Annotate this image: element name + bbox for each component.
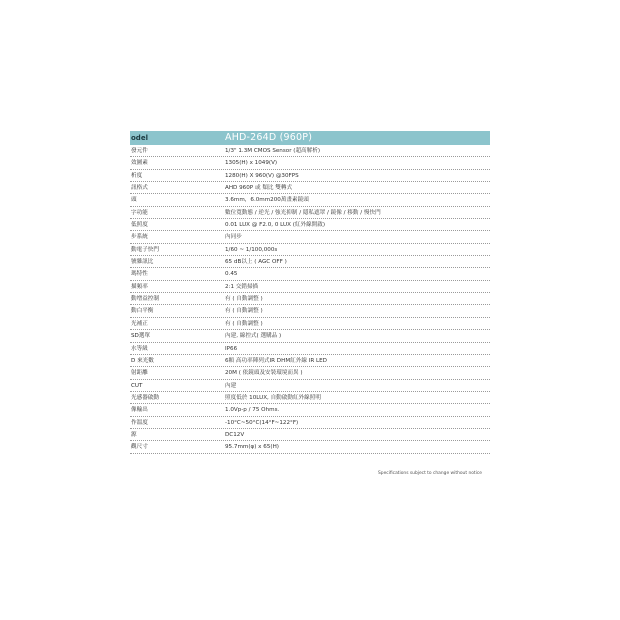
- spec-label: 射距離: [131, 370, 148, 377]
- spec-value: 6顆 高功率陣列式IR DHM紅外線 IR LED: [225, 357, 327, 364]
- spec-value: 0.45: [225, 271, 238, 278]
- spec-value: 有 ( 自動調整 ): [225, 308, 263, 315]
- spec-row: [130, 182, 490, 194]
- spec-row: [130, 145, 490, 157]
- spec-label: 水等級: [131, 345, 148, 352]
- spec-label: 動電子快門: [131, 246, 159, 253]
- spec-label: SD選單: [131, 333, 151, 340]
- spec-value: 2:1 交錯掃描: [225, 283, 259, 290]
- spec-value: 1305(H) x 1049(V): [225, 160, 278, 167]
- spec-label: 源: [131, 431, 137, 438]
- spec-label: 頭: [131, 197, 137, 204]
- spec-rows: [130, 145, 490, 454]
- spec-label: 字功能: [131, 209, 148, 216]
- spec-label: CUT: [131, 382, 143, 389]
- spec-value: 65 dB以上 ( AGC OFF ): [225, 259, 287, 266]
- spec-row: [130, 170, 490, 182]
- spec-label: 訊格式: [131, 185, 148, 192]
- spec-row: [130, 256, 490, 268]
- spec-label: 瑪特性: [131, 271, 148, 278]
- spec-header-row: [130, 131, 490, 145]
- spec-row: [130, 392, 490, 404]
- spec-row: [130, 281, 490, 293]
- spec-row: [130, 231, 490, 243]
- spec-label: D 來光數: [131, 357, 154, 364]
- spec-row: [130, 219, 490, 231]
- spec-value: 0.01 LUX @ F2.0, 0 LUX (紅外線開啟): [225, 222, 326, 229]
- spec-row: [130, 330, 490, 342]
- spec-label: 光感器啟動: [131, 394, 159, 401]
- spec-label: 動白平衡: [131, 308, 154, 315]
- spec-label: 描頻率: [131, 283, 148, 290]
- spec-row: [130, 194, 490, 206]
- spec-value: 照度低於 10LUX, 自動啟動紅外線照明: [225, 394, 321, 401]
- spec-value: 95.7mm(φ) x 65(H): [225, 444, 279, 451]
- spec-row: [130, 404, 490, 416]
- spec-value: 內建, 線控式( 選購品 ): [225, 333, 282, 340]
- spec-row: [130, 207, 490, 219]
- spec-row: [130, 305, 490, 317]
- spec-value: DC12V: [225, 431, 245, 438]
- spec-label: 低照度: [131, 222, 148, 229]
- spec-value: -10°C~50°C(14°F~122°F): [225, 419, 299, 426]
- spec-value: 1280(H) X 960(V) @30FPS: [225, 172, 299, 179]
- spec-value: 有 ( 自動調整 ): [225, 296, 263, 303]
- spec-value: 1.0Vp-p / 75 Ohms.: [225, 407, 280, 414]
- spec-value: 3.6mm，6.0mm200萬畫素鏡頭: [225, 197, 309, 204]
- spec-row: [130, 355, 490, 367]
- spec-row: [130, 268, 490, 280]
- spec-row: [130, 343, 490, 355]
- spec-value: 有 ( 自動調整 ): [225, 320, 263, 327]
- header-label: odel: [131, 134, 148, 142]
- spec-value: 內建: [225, 382, 237, 389]
- spec-value: 數位寬動態 / 逆光 / 強光抑制 / 隱私遮罩 / 鏡像 / 移動 / 慢快門: [225, 209, 381, 216]
- spec-row: [130, 441, 490, 453]
- spec-row: [130, 244, 490, 256]
- spec-label: 光補正: [131, 320, 148, 327]
- spec-label: 號雜訊比: [131, 259, 154, 266]
- spec-label: 析度: [131, 172, 143, 179]
- spec-value: 20M ( 依鏡頭及安裝環境而異 ): [225, 370, 303, 377]
- spec-label: 像輸出: [131, 407, 148, 414]
- spec-label: 步系統: [131, 234, 148, 241]
- spec-label: 動增益控制: [131, 296, 159, 303]
- spec-value: AHD 960P 或 類比 雙轉式: [225, 185, 293, 192]
- spec-value: 內同步: [225, 234, 242, 241]
- spec-row: [130, 157, 490, 169]
- model-name: AHD-264D (960P): [225, 132, 313, 143]
- spec-label: 觀尺寸: [131, 444, 148, 451]
- spec-row: [130, 417, 490, 429]
- spec-row: [130, 429, 490, 441]
- spec-row: [130, 380, 490, 392]
- spec-value: 1/3" 1.3M CMOS Sensor (超高解析): [225, 148, 321, 154]
- spec-label: 發元件: [131, 148, 148, 154]
- spec-row: [130, 293, 490, 305]
- spec-row: [130, 367, 490, 379]
- spec-table: [130, 131, 490, 454]
- spec-label: 作溫度: [131, 419, 148, 426]
- spec-value: 1/60 ~ 1/100,000s: [225, 246, 278, 253]
- spec-row: [130, 318, 490, 330]
- footnote: Specifications subject to change without notice: [378, 471, 482, 476]
- spec-label: 效圖素: [131, 160, 148, 167]
- spec-value: IP66: [225, 345, 238, 352]
